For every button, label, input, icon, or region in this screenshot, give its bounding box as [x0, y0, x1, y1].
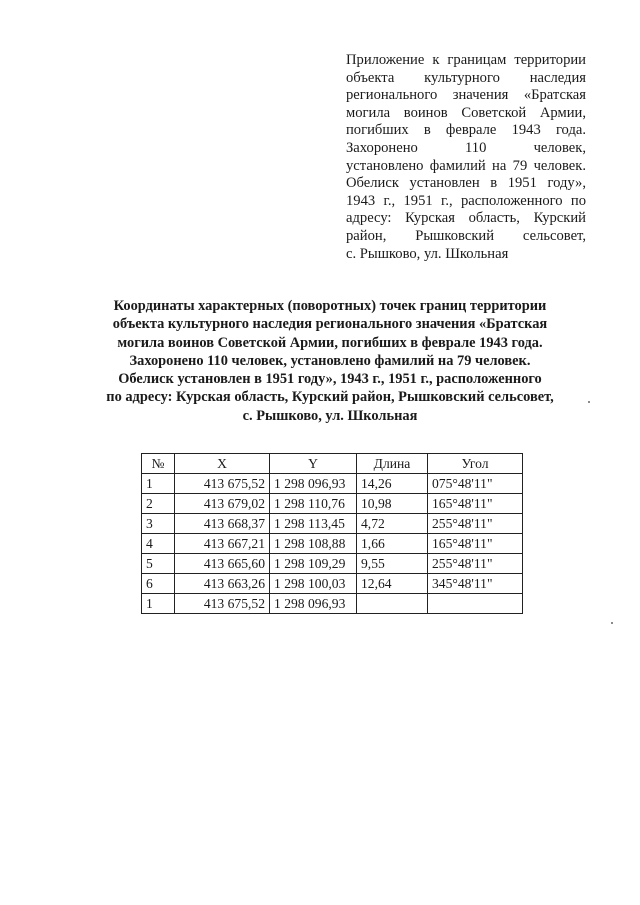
heading-line: с. Рышково, ул. Школьная: [242, 407, 418, 424]
heading-line: Обелиск установлен в 1951 году», 1943 г., 1951 г., расположенного: [118, 371, 542, 388]
heading-line: объекта культурного наследия регионального значения «Братская: [112, 316, 548, 333]
cell-length: 9,55: [357, 554, 428, 574]
appendix-line: Захоронено 110 человек,: [346, 139, 586, 156]
cell-y: 1 298 110,76: [270, 494, 357, 514]
coordinates-table: [141, 453, 523, 614]
appendix-line: Обелиск установлен в 1951 году»,: [346, 175, 586, 192]
appendix-line: погибших в феврале 1943 года.: [346, 122, 586, 139]
appendix-note: [346, 52, 586, 263]
cell-angle: [428, 594, 523, 614]
cell-number: 6: [142, 574, 175, 594]
cell-angle: 165°48'11": [428, 534, 523, 554]
appendix-line: объекта культурного наследия: [346, 69, 586, 86]
header-length: Длина: [357, 454, 428, 474]
scan-speck: [588, 401, 590, 403]
heading-line: Координаты характерных (поворотных) точек границ территории: [113, 298, 547, 314]
cell-length: 1,66: [357, 534, 428, 554]
header-number: №: [142, 454, 175, 474]
cell-number: 3: [142, 514, 175, 534]
appendix-line: установлено фамилий на 79 человек.: [346, 157, 586, 174]
table-row: [142, 534, 523, 554]
cell-x: 413 668,37: [175, 514, 270, 534]
appendix-line: могила воинов Советской Армии,: [346, 104, 586, 121]
header-angle: Угол: [428, 454, 523, 474]
cell-length: 10,98: [357, 494, 428, 514]
heading-line: могила воинов Советской Армии, погибших в феврале 1943 года.: [117, 334, 543, 351]
cell-x: 413 663,26: [175, 574, 270, 594]
cell-x: 413 679,02: [175, 494, 270, 514]
cell-x: 413 665,60: [175, 554, 270, 574]
heading-line: Захоронено 110 человек, установлено фамилий на 79 человек.: [129, 352, 531, 369]
cell-length: 12,64: [357, 574, 428, 594]
cell-angle: 345°48'11": [428, 574, 523, 594]
cell-x: 413 675,52: [175, 474, 270, 494]
table-row: [142, 494, 523, 514]
table-row: [142, 514, 523, 534]
cell-length: [357, 594, 428, 614]
table-row: [142, 574, 523, 594]
table-header-row: [142, 454, 523, 474]
cell-number: 5: [142, 554, 175, 574]
cell-x: 413 675,52: [175, 594, 270, 614]
cell-y: 1 298 113,45: [270, 514, 357, 534]
cell-number: 1: [142, 594, 175, 614]
cell-y: 1 298 108,88: [270, 534, 357, 554]
scan-speck: [611, 622, 613, 624]
cell-number: 1: [142, 474, 175, 494]
cell-length: 14,26: [357, 474, 428, 494]
appendix-line: с. Рышково, ул. Школьная: [346, 245, 509, 262]
cell-y: 1 298 096,93: [270, 474, 357, 494]
appendix-line: 1943 г., 1951 г., расположенного по: [346, 192, 586, 209]
cell-angle: 075°48'11": [428, 474, 523, 494]
cell-length: 4,72: [357, 514, 428, 534]
cell-x: 413 667,21: [175, 534, 270, 554]
cell-y: 1 298 100,03: [270, 574, 357, 594]
appendix-line: Приложение к границам территории: [346, 52, 586, 68]
table-row: [142, 554, 523, 574]
table-row: [142, 474, 523, 494]
header-y: Y: [270, 454, 357, 474]
cell-number: 4: [142, 534, 175, 554]
cell-y: 1 298 096,93: [270, 594, 357, 614]
header-x: X: [175, 454, 270, 474]
cell-angle: 255°48'11": [428, 554, 523, 574]
cell-angle: 255°48'11": [428, 514, 523, 534]
cell-number: 2: [142, 494, 175, 514]
appendix-line: район, Рышковский сельсовет,: [346, 227, 586, 244]
cell-angle: 165°48'11": [428, 494, 523, 514]
appendix-line: адресу: Курская область, Курский: [346, 210, 586, 227]
appendix-line: регионального значения «Братская: [346, 87, 586, 104]
document-heading: [80, 297, 580, 425]
cell-y: 1 298 109,29: [270, 554, 357, 574]
heading-line: по адресу: Курская область, Курский район, Рышковский сельсовет,: [106, 389, 554, 406]
table-row: [142, 594, 523, 614]
